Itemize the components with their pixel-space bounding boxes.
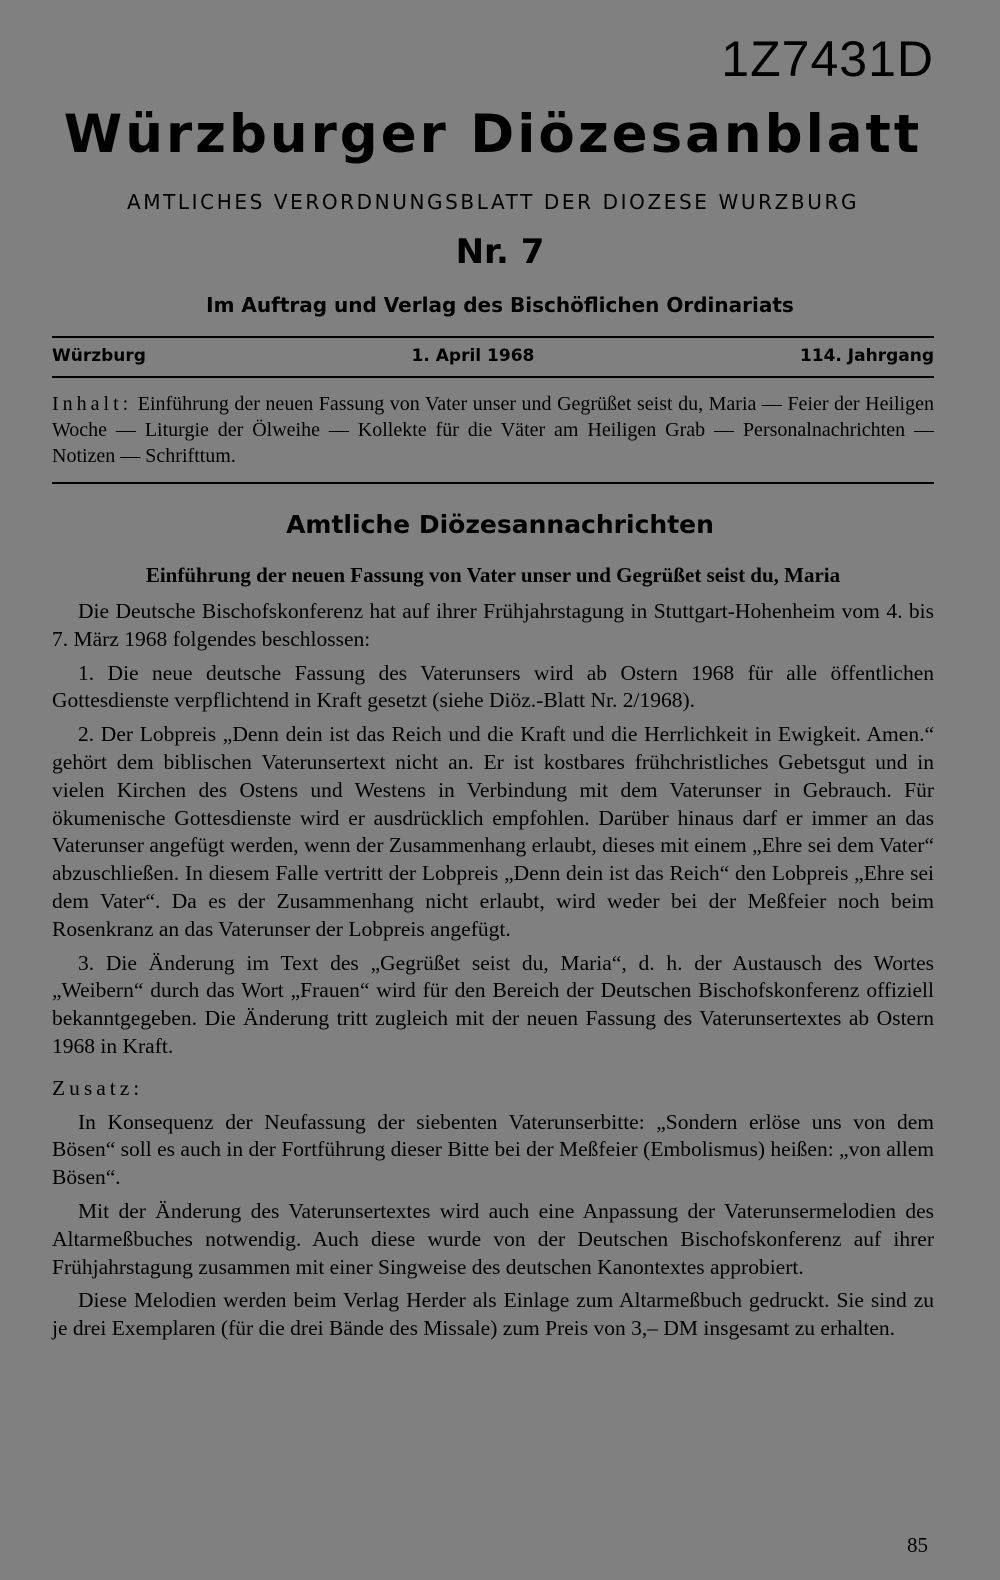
archive-identifier: 1Z7431D [721,31,934,87]
issue-meta [52,346,934,366]
article-title: Einführung der neuen Fassung von Vater unser und Gegrüßet seist du, Maria [145,563,841,587]
issue-number: Nr. 7 [455,232,545,272]
rule-top [52,336,934,338]
paragraph: Die Deutsche Bischofskonferenz hat auf ihrer Frühjahrstagung in Stuttgart-Hohenheim vom 4. bis 7. März 1968 folgendes beschlossen: [52,599,934,651]
issue-date: 1. April 1968 [411,346,535,366]
paragraph: 3. Die Änderung im Text des „Gegrüßet seist du, Maria“, d. h. der Austausch des Wortes „Weibern“ durch das Wort „Frauen“ wird für den Bereich der Deutschen Bischofskonferenz offiziell bekanntgegeben. Die Änderung tritt zugleich mit der neuen Fassung des Vaterunsertextes ab Ostern 1968 in Kraft. [52,950,934,1058]
masthead-title: Würzburger Diözesanblatt [63,104,923,165]
masthead-subtitle: AMTLICHES VERORDNUNGSBLATT DER DIOZESE WURZBURG [126,190,860,214]
rule-meta [52,376,934,378]
volume: 114. Jahrgang [799,346,934,366]
article-body [52,598,934,1349]
section-heading: Amtliche Diözesannachrichten [286,510,714,539]
paragraph: In Konsequenz der Neufassung der siebenten Vaterunserbitte: „Sondern erlöse uns von dem Bösen“ soll es auch in der Fortführung dieser Bitte bei der Meßfeier (Embolismus) heißen: „von allem Bösen“. [52,1109,934,1190]
publisher-line: Im Auftrag und Verlag des Bischöflichen Ordinariats [206,293,794,317]
paragraph: 1. Die neue deutsche Fassung des Vaterunsers wird ab Ostern 1968 für alle öffentlichen Gottesdienste verpflichtend in Kraft gesetzt (siehe Diöz.-Blatt Nr. 2/1968). [52,660,934,713]
rule-contents [52,482,934,484]
paragraph: 2. Der Lobpreis „Denn dein ist das Reich und die Kraft und die Herrlichkeit in Ewigkeit. Amen.“ gehört dem biblischen Vaterunsertext nicht an. Er ist kostbares frühchristliches Gebetsgut und in vielen Kirchen des Ostens und Westens in Verbindung mit dem Vaterunser in Gebrauch. Für ökumenische Gottesdienste wird er ausdrücklich empfohlen. Darüber hinaus darf er immer an das Vaterunser angefügt werden, wenn der Zusammenhang erlaubt, dieses mit einem „Ehre sei dem Vater“ abzuschließen. In diesem Falle vertritt der Lobpreis „Denn dein ist das Reich“ den Lobpreis „Ehre sei dem Vater“. Da es der Zusammenhang nicht erlaubt, wird weder bei der Meßfeier noch beim Rosenkranz an das Vaterunser der Lobpreis angefügt. [52,722,934,941]
table-of-contents [52,391,934,469]
paragraph: Mit der Änderung des Vaterunsertextes wird auch eine Anpassung der Vaterunsermelodien des Altarmeßbuches notwendig. Auch diese wurde von der Deutschen Bischofskonferenz auf ihrer Frühjahrstagung zusammen mit einer Singweise des deutschen Kanontextes approbiert. [52,1198,934,1279]
paragraph: Diese Melodien werden beim Verlag Herder als Einlage zum Altarmeßbuch gedruckt. Sie sind zu je drei Exemplaren (für die drei Bände des Missale) zum Preis von 3,– DM insgesamt zu erhalten. [52,1288,934,1341]
addendum-label: Zusatz: [52,1075,144,1100]
page-number: 85 [907,1533,928,1557]
place: Würzburg [52,346,146,366]
contents-text: Einführung der neuen Fassung von Vater unser und Gegrüßet seist du, Maria — Feier der Heiligen Woche — Liturgie der Ölweihe — Kollekte für die Väter am Heiligen Grab — Personalnachrichten — Notizen — Schrifttum. [52,393,934,467]
contents-label: Inhalt: [52,393,133,415]
